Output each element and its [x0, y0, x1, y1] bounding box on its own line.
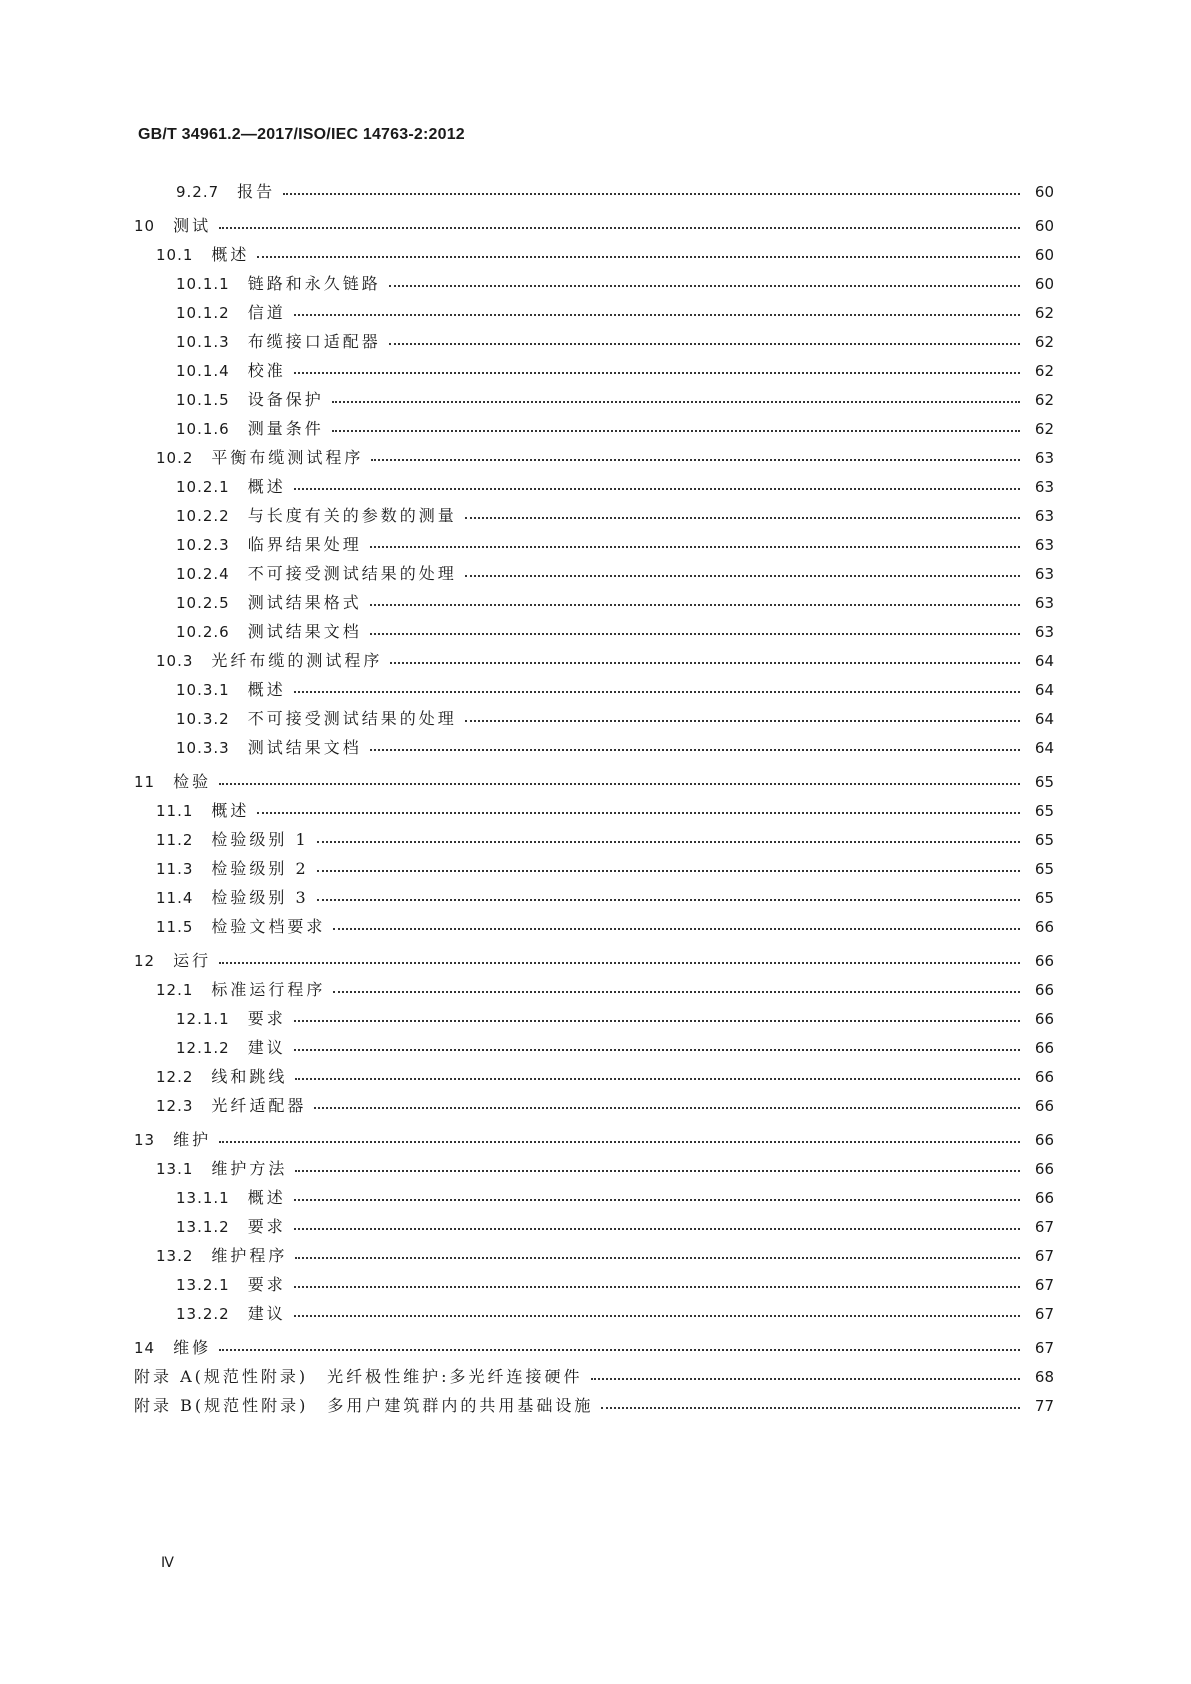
toc-entry-title: 维护	[173, 1130, 212, 1149]
toc-dot-leader	[294, 359, 1020, 383]
toc-entry-page: 65	[1034, 802, 1054, 820]
toc-dot-leader	[370, 620, 1020, 644]
toc-entry[interactable]	[134, 770, 1054, 794]
toc-entry-page: 77	[1034, 1397, 1054, 1415]
toc-entry[interactable]	[134, 1394, 1054, 1418]
toc-entry[interactable]	[134, 736, 1054, 760]
toc-dot-leader	[295, 1244, 1020, 1268]
toc-entry-number: 10.1.4	[176, 362, 230, 380]
toc-entry-title: 要求	[247, 1009, 286, 1028]
toc-entry-title: 概述	[211, 245, 250, 264]
toc-entry-page: 65	[1034, 773, 1054, 791]
toc-dot-leader	[601, 1394, 1020, 1418]
toc-entry-title: 测量条件	[247, 419, 324, 438]
toc-entry-title: 测试结果文档	[247, 738, 362, 757]
toc-entry-number: 11.5	[156, 918, 194, 936]
toc-entry-page: 66	[1034, 1039, 1054, 1057]
toc-entry[interactable]	[134, 272, 1054, 296]
toc-entry-number: 10.2.3	[176, 536, 230, 554]
toc-dot-leader	[317, 857, 1020, 881]
toc-entry[interactable]	[134, 1215, 1054, 1239]
toc-entry-number: 13.1	[156, 1160, 194, 1178]
toc-entry[interactable]	[134, 799, 1054, 823]
toc-dot-leader	[294, 678, 1020, 702]
toc-entry-page: 65	[1034, 860, 1054, 878]
toc-dot-leader	[219, 214, 1020, 238]
toc-entry-page: 63	[1034, 623, 1054, 641]
toc-entry[interactable]	[134, 1273, 1054, 1297]
toc-entry-number: 12	[134, 952, 156, 970]
toc-entry[interactable]	[134, 1302, 1054, 1326]
toc-entry-title: 不可接受测试结果的处理	[247, 564, 457, 583]
toc-dot-leader	[219, 770, 1020, 794]
toc-entry-page: 63	[1034, 594, 1054, 612]
toc-entry-number: 13.1.1	[176, 1189, 230, 1207]
toc-dot-leader	[294, 475, 1020, 499]
toc-entry[interactable]	[134, 915, 1054, 939]
toc-entry[interactable]	[134, 1186, 1054, 1210]
toc-entry-number: 10.1.3	[176, 333, 230, 351]
toc-entry-title: 维护方法	[211, 1159, 288, 1178]
toc-entry-number: 12.3	[156, 1097, 194, 1115]
toc-dot-leader	[465, 562, 1020, 586]
toc-entry-page: 62	[1034, 304, 1054, 322]
toc-entry[interactable]	[134, 1365, 1054, 1389]
toc-entry-page: 67	[1034, 1218, 1054, 1236]
toc-entry-title: 设备保护	[247, 390, 324, 409]
toc-entry-title: 测试结果格式	[247, 593, 362, 612]
toc-entry-title: 维修	[173, 1338, 212, 1357]
toc-entry-number: 13.2.1	[176, 1276, 230, 1294]
toc-entry-title: 信道	[247, 303, 286, 322]
toc-entry[interactable]	[134, 591, 1054, 615]
toc-entry[interactable]	[134, 649, 1054, 673]
toc-entry-page: 66	[1034, 918, 1054, 936]
toc-entry-title: 概述	[247, 477, 286, 496]
toc-dot-leader	[332, 388, 1020, 412]
toc-entry-title: 链路和永久链路	[247, 274, 381, 293]
toc-entry[interactable]	[134, 243, 1054, 267]
toc-dot-leader	[389, 272, 1020, 296]
toc-entry-number: 11.2	[156, 831, 194, 849]
toc-entry[interactable]	[134, 707, 1054, 731]
toc-dot-leader	[219, 949, 1020, 973]
toc-entry-page: 62	[1034, 333, 1054, 351]
toc-entry-page: 63	[1034, 565, 1054, 583]
toc-entry[interactable]	[134, 1065, 1054, 1089]
toc-entry-number: 14	[134, 1339, 156, 1357]
toc-entry-title: 检验文档要求	[211, 917, 326, 936]
toc-entry-number: 12.2	[156, 1068, 194, 1086]
toc-entry-page: 63	[1034, 536, 1054, 554]
toc-entry[interactable]	[134, 214, 1054, 238]
toc-entry-page: 64	[1034, 652, 1054, 670]
toc-entry-page: 64	[1034, 681, 1054, 699]
toc-entry-title: 临界结果处理	[247, 535, 362, 554]
toc-entry-number: 11.1	[156, 802, 194, 820]
toc-entry-page: 64	[1034, 739, 1054, 757]
toc-dot-leader	[371, 446, 1020, 470]
toc-entry-title: 建议	[247, 1038, 286, 1057]
toc-entry-title: 平衡布缆测试程序	[211, 448, 364, 467]
toc-entry-number: 13	[134, 1131, 156, 1149]
toc-dot-leader	[294, 1302, 1020, 1326]
toc-dot-leader	[317, 828, 1020, 852]
toc-entry[interactable]	[134, 1007, 1054, 1031]
toc-entry-page: 64	[1034, 710, 1054, 728]
toc-dot-leader	[591, 1365, 1020, 1389]
toc-entry-number: 12.1	[156, 981, 194, 999]
toc-entry-page: 62	[1034, 391, 1054, 409]
toc-dot-leader	[294, 1007, 1020, 1031]
toc-entry-number: 10.1	[156, 246, 194, 264]
toc-entry-title: 检验	[173, 772, 212, 791]
toc-entry-title: 概述	[247, 680, 286, 699]
toc-entry-page: 66	[1034, 981, 1054, 999]
toc-dot-leader	[333, 915, 1020, 939]
toc-entry-page: 66	[1034, 1160, 1054, 1178]
toc-entry-title: 建议	[247, 1304, 286, 1323]
toc-dot-leader	[370, 736, 1020, 760]
toc-entry-page: 66	[1034, 1189, 1054, 1207]
toc-entry-number: 10.2.6	[176, 623, 230, 641]
toc-entry-page: 68	[1034, 1368, 1054, 1386]
toc-dot-leader	[294, 301, 1020, 325]
toc-entry-page: 66	[1034, 1097, 1054, 1115]
toc-entry[interactable]	[134, 678, 1054, 702]
page-number: Ⅳ	[161, 1555, 174, 1571]
toc-entry-number: 10.2.2	[176, 507, 230, 525]
toc-dot-leader	[257, 243, 1020, 267]
toc-entry[interactable]	[134, 504, 1054, 528]
toc-dot-leader	[295, 1065, 1020, 1089]
toc-entry-number: 13.2.2	[176, 1305, 230, 1323]
toc-entry-number: 12.1.2	[176, 1039, 230, 1057]
toc-entry[interactable]	[134, 417, 1054, 441]
toc-entry[interactable]	[134, 1128, 1054, 1152]
toc-dot-leader	[294, 1036, 1020, 1060]
toc-entry-title: 不可接受测试结果的处理	[247, 709, 457, 728]
toc-entry-number: 9.2.7	[176, 183, 220, 201]
toc-entry-number: 11.3	[156, 860, 194, 878]
toc-dot-leader	[332, 417, 1020, 441]
toc-entry-title: 报告	[237, 182, 276, 201]
toc-dot-leader	[465, 504, 1020, 528]
toc-entry-number: 10.3.2	[176, 710, 230, 728]
toc-entry[interactable]	[134, 533, 1054, 557]
toc-entry-title: 测试结果文档	[247, 622, 362, 641]
toc-entry[interactable]	[134, 620, 1054, 644]
toc-entry-title: 要求	[247, 1217, 286, 1236]
toc-entry[interactable]	[134, 475, 1054, 499]
toc-entry-page: 66	[1034, 1131, 1054, 1149]
toc-entry[interactable]	[134, 330, 1054, 354]
toc-entry[interactable]	[134, 828, 1054, 852]
toc-entry-number: 11.4	[156, 889, 194, 907]
toc-entry-page: 66	[1034, 952, 1054, 970]
toc-entry-page: 67	[1034, 1305, 1054, 1323]
toc-entry-number: 10.2	[156, 449, 194, 467]
toc-entry-page: 62	[1034, 362, 1054, 380]
toc-dot-leader	[333, 978, 1020, 1002]
toc-entry-number: 10.2.4	[176, 565, 230, 583]
toc-dot-leader	[390, 649, 1020, 673]
toc-entry-title: 要求	[247, 1275, 286, 1294]
toc-entry[interactable]	[134, 562, 1054, 586]
toc-dot-leader	[317, 886, 1020, 910]
toc-entry-page: 62	[1034, 420, 1054, 438]
toc-entry-page: 60	[1034, 275, 1054, 293]
toc-entry[interactable]	[134, 446, 1054, 470]
toc-entry[interactable]	[134, 388, 1054, 412]
toc-entry-title: 与长度有关的参数的测量	[247, 506, 457, 525]
toc-entry-page: 60	[1034, 183, 1054, 201]
toc-entry-page: 67	[1034, 1339, 1054, 1357]
toc-entry-title: 测试	[173, 216, 212, 235]
toc-entry[interactable]	[134, 180, 1054, 204]
toc-dot-leader	[370, 591, 1020, 615]
toc-entry[interactable]	[134, 301, 1054, 325]
toc-entry[interactable]	[134, 886, 1054, 910]
toc-entry-page: 63	[1034, 478, 1054, 496]
toc-entry-number: 10.1.2	[176, 304, 230, 322]
toc-entry-number: 10.2.5	[176, 594, 230, 612]
toc-dot-leader	[295, 1157, 1020, 1181]
toc-entry-number: 10.1.6	[176, 420, 230, 438]
toc-entry-page: 60	[1034, 217, 1054, 235]
toc-entry[interactable]	[134, 1036, 1054, 1060]
toc-entry-page: 65	[1034, 831, 1054, 849]
toc-entry-number: 10.1.1	[176, 275, 230, 293]
toc-entry[interactable]	[134, 857, 1054, 881]
toc-entry-number: 12.1.1	[176, 1010, 230, 1028]
toc-entry[interactable]	[134, 978, 1054, 1002]
toc-entry-title: 检验级别 3	[211, 888, 309, 907]
toc-entry-title: 光纤布缆的测试程序	[211, 651, 383, 670]
toc-entry-title: 检验级别 2	[211, 859, 309, 878]
toc-dot-leader	[370, 533, 1020, 557]
toc-dot-leader	[219, 1128, 1020, 1152]
toc-entry-page: 67	[1034, 1247, 1054, 1265]
toc-entry-title: 线和跳线	[211, 1067, 288, 1086]
toc-entry-number: 13.1.2	[176, 1218, 230, 1236]
toc-entry-page: 66	[1034, 1010, 1054, 1028]
toc-entry[interactable]	[134, 1094, 1054, 1118]
toc-entry-title: 标准运行程序	[211, 980, 326, 999]
toc-dot-leader	[257, 799, 1020, 823]
toc-entry-title: 布缆接口适配器	[247, 332, 381, 351]
toc-entry-title: 检验级别 1	[211, 830, 309, 849]
toc-entry-page: 63	[1034, 507, 1054, 525]
toc-entry-title: 维护程序	[211, 1246, 288, 1265]
toc-entry-page: 63	[1034, 449, 1054, 467]
toc-entry-title: 光纤适配器	[211, 1096, 307, 1115]
toc-dot-leader	[389, 330, 1020, 354]
toc-dot-leader	[283, 180, 1020, 204]
toc-entry[interactable]	[134, 949, 1054, 973]
toc-entry-number: 11	[134, 773, 156, 791]
toc-entry[interactable]	[134, 1336, 1054, 1360]
toc-entry-page: 65	[1034, 889, 1054, 907]
toc-dot-leader	[219, 1336, 1020, 1360]
toc-entry[interactable]	[134, 1157, 1054, 1181]
toc-dot-leader	[465, 707, 1020, 731]
toc-entry[interactable]	[134, 359, 1054, 383]
toc-entry-title: 概述	[211, 801, 250, 820]
toc-entry-number: 10.3.3	[176, 739, 230, 757]
toc-entry[interactable]	[134, 1244, 1054, 1268]
toc-entry-number: 10.3.1	[176, 681, 230, 699]
toc-entry-title: 运行	[173, 951, 212, 970]
toc-entry-page: 66	[1034, 1068, 1054, 1086]
toc-entry-page: 60	[1034, 246, 1054, 264]
toc-dot-leader	[314, 1094, 1020, 1118]
toc-entry-title: 校准	[247, 361, 286, 380]
toc-entry-number: 10.1.5	[176, 391, 230, 409]
toc-entry-title: 概述	[247, 1188, 286, 1207]
toc-dot-leader	[294, 1273, 1020, 1297]
toc-entry-number: 10.2.1	[176, 478, 230, 496]
toc-dot-leader	[294, 1215, 1020, 1239]
toc-entry-number: 13.2	[156, 1247, 194, 1265]
toc-entry-title: 附录 A(规范性附录) 光纤极性维护:多光纤连接硬件	[134, 1367, 583, 1386]
toc-entry-number: 10.3	[156, 652, 194, 670]
toc-entry-number: 10	[134, 217, 156, 235]
document-header: GB/T 34961.2—2017/ISO/IEC 14763-2:2012	[138, 126, 465, 143]
toc-dot-leader	[294, 1186, 1020, 1210]
toc-entry-page: 67	[1034, 1276, 1054, 1294]
toc-entry-title: 附录 B(规范性附录) 多用户建筑群内的共用基础设施	[134, 1396, 594, 1415]
